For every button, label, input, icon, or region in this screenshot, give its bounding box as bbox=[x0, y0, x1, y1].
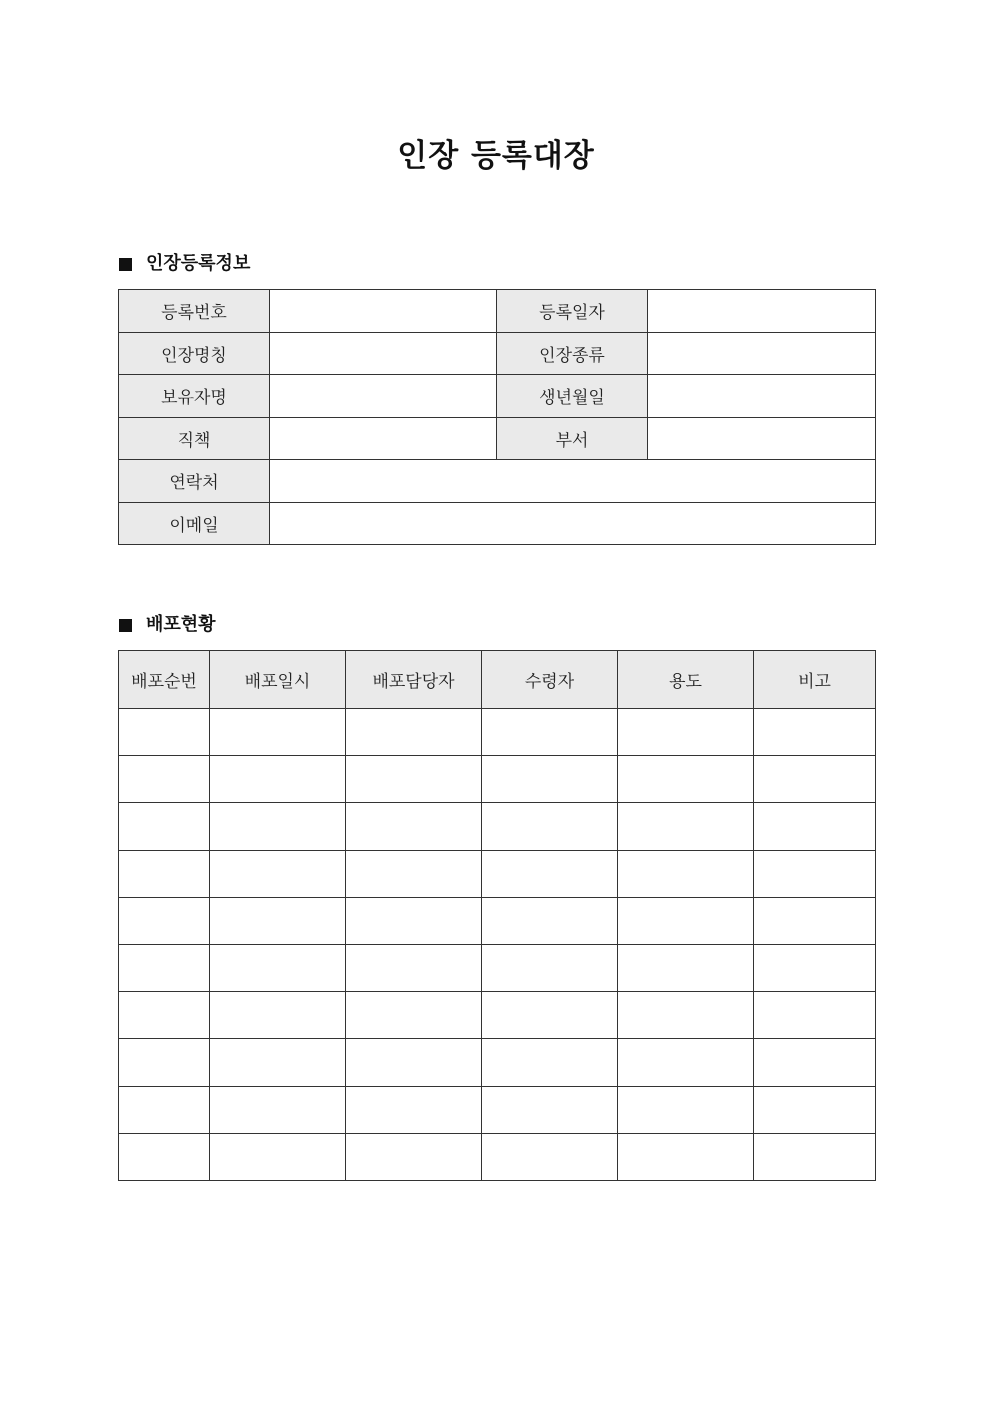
cell-sequence[interactable] bbox=[119, 992, 210, 1039]
cell-remarks[interactable] bbox=[754, 1086, 876, 1133]
table-row bbox=[119, 709, 876, 756]
table-row bbox=[119, 944, 876, 991]
column-header-distribution-datetime: 배포일시 bbox=[210, 651, 346, 709]
cell-recipient[interactable] bbox=[482, 897, 618, 944]
cell-purpose[interactable] bbox=[618, 850, 754, 897]
cell-distributor[interactable] bbox=[346, 1039, 482, 1086]
cell-recipient[interactable] bbox=[482, 1133, 618, 1180]
table-row bbox=[119, 502, 876, 545]
cell-purpose[interactable] bbox=[618, 709, 754, 756]
table-row bbox=[119, 992, 876, 1039]
cell-remarks[interactable] bbox=[754, 992, 876, 1039]
label-seal-name: 인장명칭 bbox=[119, 332, 270, 375]
page-title: 인장 등록대장 bbox=[397, 138, 595, 174]
cell-purpose[interactable] bbox=[618, 1039, 754, 1086]
section-heading-distribution bbox=[119, 612, 216, 638]
registration-number-field[interactable] bbox=[270, 290, 497, 333]
cell-recipient[interactable] bbox=[482, 992, 618, 1039]
cell-distribution-datetime[interactable] bbox=[210, 1039, 346, 1086]
label-registration-date: 등록일자 bbox=[497, 290, 648, 333]
table-row bbox=[119, 417, 876, 460]
cell-distributor[interactable] bbox=[346, 709, 482, 756]
cell-distributor[interactable] bbox=[346, 756, 482, 803]
section-heading-label: 배포현황 bbox=[146, 614, 216, 635]
cell-remarks[interactable] bbox=[754, 803, 876, 850]
section-heading-label: 인장등록정보 bbox=[146, 253, 251, 274]
department-field[interactable] bbox=[648, 417, 876, 460]
cell-distribution-datetime[interactable] bbox=[210, 1133, 346, 1180]
table-row bbox=[119, 897, 876, 944]
label-registration-number: 등록번호 bbox=[119, 290, 270, 333]
distribution-table-body bbox=[119, 709, 876, 1181]
cell-purpose[interactable] bbox=[618, 803, 754, 850]
seal-name-field[interactable] bbox=[270, 332, 497, 375]
label-department: 부서 bbox=[497, 417, 648, 460]
cell-distribution-datetime[interactable] bbox=[210, 897, 346, 944]
column-header-purpose: 용도 bbox=[618, 651, 754, 709]
cell-sequence[interactable] bbox=[119, 756, 210, 803]
column-header-distributor: 배포담당자 bbox=[346, 651, 482, 709]
label-seal-type: 인장종류 bbox=[497, 332, 648, 375]
cell-sequence[interactable] bbox=[119, 1039, 210, 1086]
label-holder-name: 보유자명 bbox=[119, 375, 270, 418]
registration-info-table bbox=[118, 289, 876, 545]
email-field[interactable] bbox=[270, 502, 876, 545]
cell-distributor[interactable] bbox=[346, 897, 482, 944]
cell-remarks[interactable] bbox=[754, 1133, 876, 1180]
cell-sequence[interactable] bbox=[119, 897, 210, 944]
table-header-row bbox=[119, 651, 876, 709]
cell-distribution-datetime[interactable] bbox=[210, 850, 346, 897]
cell-sequence[interactable] bbox=[119, 1086, 210, 1133]
cell-sequence[interactable] bbox=[119, 709, 210, 756]
cell-sequence[interactable] bbox=[119, 944, 210, 991]
cell-recipient[interactable] bbox=[482, 1086, 618, 1133]
position-field[interactable] bbox=[270, 417, 497, 460]
label-birth-date: 생년월일 bbox=[497, 375, 648, 418]
column-header-sequence: 배포순번 bbox=[119, 651, 210, 709]
cell-remarks[interactable] bbox=[754, 756, 876, 803]
label-position: 직책 bbox=[119, 417, 270, 460]
cell-purpose[interactable] bbox=[618, 756, 754, 803]
cell-distributor[interactable] bbox=[346, 850, 482, 897]
contact-field[interactable] bbox=[270, 460, 876, 503]
cell-distributor[interactable] bbox=[346, 944, 482, 991]
cell-recipient[interactable] bbox=[482, 944, 618, 991]
cell-purpose[interactable] bbox=[618, 1133, 754, 1180]
table-row bbox=[119, 290, 876, 333]
cell-recipient[interactable] bbox=[482, 709, 618, 756]
cell-remarks[interactable] bbox=[754, 944, 876, 991]
cell-distribution-datetime[interactable] bbox=[210, 944, 346, 991]
cell-remarks[interactable] bbox=[754, 897, 876, 944]
cell-recipient[interactable] bbox=[482, 850, 618, 897]
cell-sequence[interactable] bbox=[119, 803, 210, 850]
cell-sequence[interactable] bbox=[119, 850, 210, 897]
table-row bbox=[119, 756, 876, 803]
cell-recipient[interactable] bbox=[482, 803, 618, 850]
cell-remarks[interactable] bbox=[754, 1039, 876, 1086]
cell-purpose[interactable] bbox=[618, 897, 754, 944]
cell-purpose[interactable] bbox=[618, 1086, 754, 1133]
table-row bbox=[119, 460, 876, 503]
cell-distribution-datetime[interactable] bbox=[210, 1086, 346, 1133]
cell-distributor[interactable] bbox=[346, 1086, 482, 1133]
table-row bbox=[119, 1086, 876, 1133]
square-bullet-icon bbox=[119, 258, 132, 271]
cell-distributor[interactable] bbox=[346, 992, 482, 1039]
cell-purpose[interactable] bbox=[618, 944, 754, 991]
distribution-table bbox=[118, 650, 876, 1181]
birth-date-field[interactable] bbox=[648, 375, 876, 418]
seal-type-field[interactable] bbox=[648, 332, 876, 375]
cell-distribution-datetime[interactable] bbox=[210, 709, 346, 756]
table-row bbox=[119, 1133, 876, 1180]
section-heading-registration-info bbox=[119, 251, 250, 277]
label-email: 이메일 bbox=[119, 502, 270, 545]
table-row bbox=[119, 1039, 876, 1086]
registration-date-field[interactable] bbox=[648, 290, 876, 333]
cell-sequence[interactable] bbox=[119, 1133, 210, 1180]
table-row bbox=[119, 332, 876, 375]
cell-distributor[interactable] bbox=[346, 803, 482, 850]
table-row bbox=[119, 803, 876, 850]
cell-recipient[interactable] bbox=[482, 1039, 618, 1086]
table-row bbox=[119, 375, 876, 418]
label-contact: 연락처 bbox=[119, 460, 270, 503]
cell-distributor[interactable] bbox=[346, 1133, 482, 1180]
cell-purpose[interactable] bbox=[618, 992, 754, 1039]
cell-distribution-datetime[interactable] bbox=[210, 756, 346, 803]
holder-name-field[interactable] bbox=[270, 375, 497, 418]
cell-recipient[interactable] bbox=[482, 756, 618, 803]
cell-distribution-datetime[interactable] bbox=[210, 992, 346, 1039]
cell-distribution-datetime[interactable] bbox=[210, 803, 346, 850]
table-row bbox=[119, 850, 876, 897]
cell-remarks[interactable] bbox=[754, 850, 876, 897]
column-header-remarks: 비고 bbox=[754, 651, 876, 709]
column-header-recipient: 수령자 bbox=[482, 651, 618, 709]
square-bullet-icon bbox=[119, 619, 132, 632]
cell-remarks[interactable] bbox=[754, 709, 876, 756]
